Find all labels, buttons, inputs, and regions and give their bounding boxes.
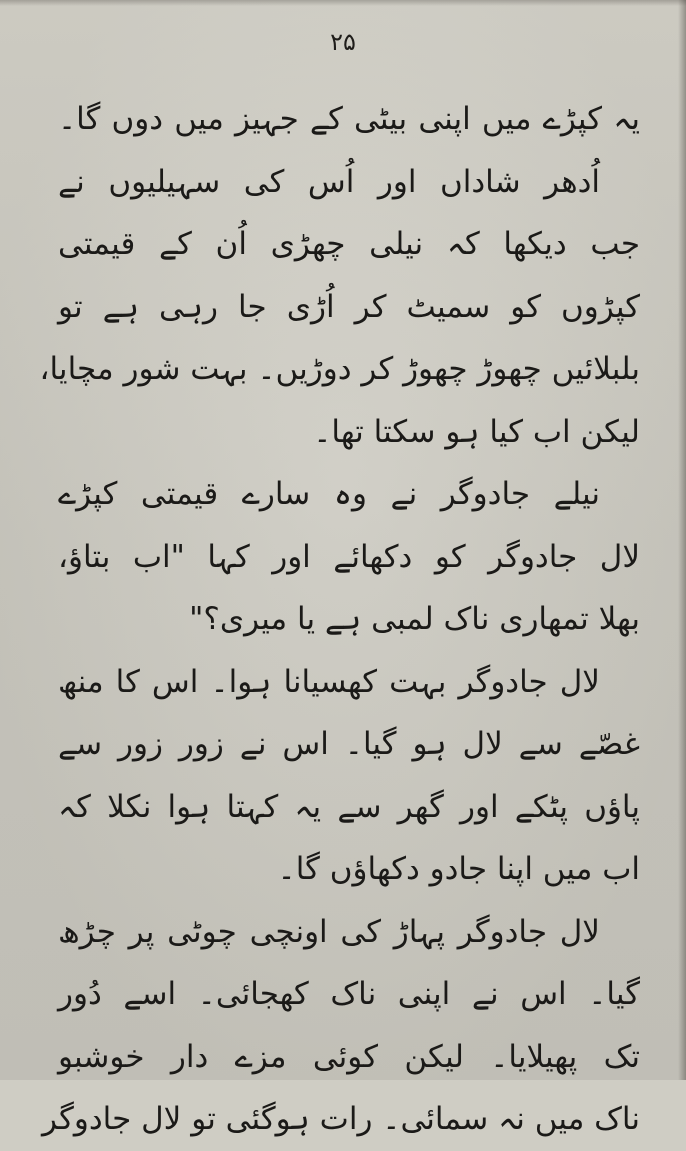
page-top-shadow bbox=[0, 0, 686, 6]
text-line: جب دیکھا کہ نیلی چھڑی اُن کے قیمتی bbox=[58, 226, 640, 262]
text-line: کپڑوں کو سمیٹ کر اُڑی جا رہی ہے تو bbox=[58, 288, 640, 325]
text-line: اُدھر شاداں اور اُس کی سہیلیوں نے bbox=[58, 163, 600, 200]
text-line: بھلا تمھاری ناک لمبی ہے یا میری؟" bbox=[189, 601, 640, 637]
text-line: گیا۔ اس نے اپنی ناک کھجائی۔ اسے دُور bbox=[58, 976, 640, 1012]
text-line: اب میں اپنا جادو دکھاؤں گا۔ bbox=[277, 851, 640, 887]
text-line: لال جادوگر کو دکھائے اور کہا "اب بتاؤ، bbox=[58, 538, 640, 575]
page-text bbox=[39, 88, 640, 1151]
page-number: ۲۵ bbox=[330, 28, 356, 56]
text-line: تک پھیلایا۔ لیکن کوئی مزے دار خوشبو bbox=[58, 1038, 640, 1075]
text-line: بلبلائیں چھوڑ چھوڑ کر دوڑیں۔ بہت شور مچایا، bbox=[39, 351, 640, 387]
page-right-shadow bbox=[678, 0, 686, 1080]
text-line: ناک میں نہ سمائی۔ رات ہوگئی تو لال جادوگر bbox=[42, 1101, 640, 1137]
text-line: یہ کپڑے میں اپنی بیٹی کے جہیز میں دوں گا۔ bbox=[58, 101, 640, 137]
text-line: نیلے جادوگر نے وہ سارے قیمتی کپڑے bbox=[58, 476, 600, 512]
text-line: لال جادوگر بہت کھسیانا ہوا۔ اس کا منھ bbox=[58, 663, 600, 700]
text-line: غصّے سے لال ہو گیا۔ اس نے زور زور سے bbox=[58, 726, 640, 762]
text-line: پاؤں پٹکے اور گھر سے یہ کہتا ہوا نکلا کہ bbox=[58, 788, 640, 825]
text-line: لیکن اب کیا ہو سکتا تھا۔ bbox=[313, 413, 640, 450]
text-line: لال جادوگر پہاڑ کی اونچی چوٹی پر چڑھ bbox=[58, 913, 600, 950]
